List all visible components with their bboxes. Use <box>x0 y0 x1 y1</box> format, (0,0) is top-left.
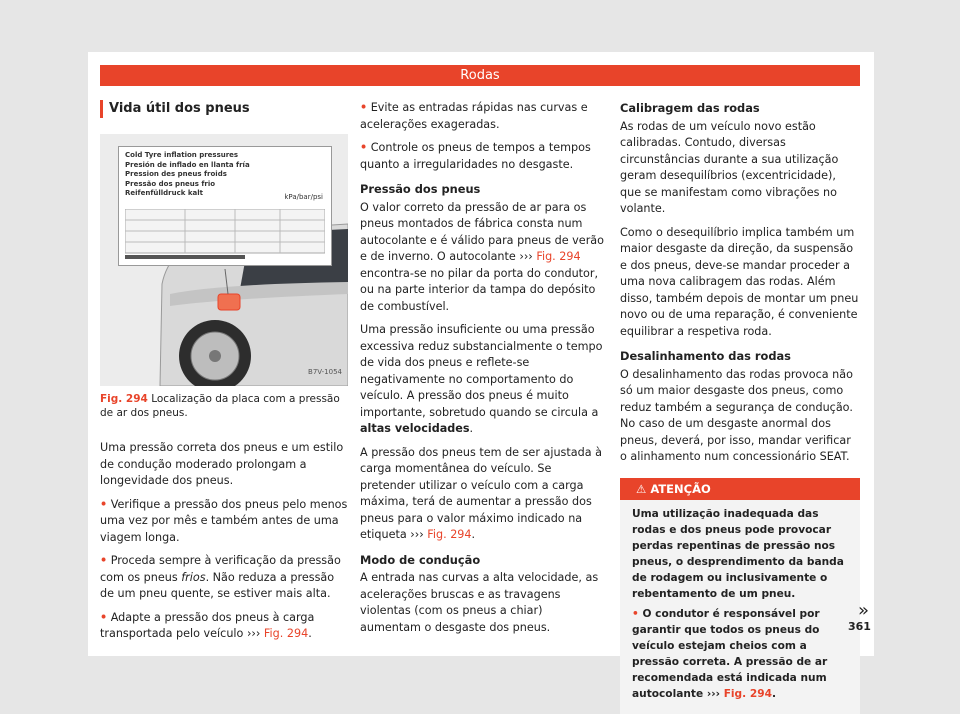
heading-tyre-pressure: Pressão dos pneus <box>360 182 481 196</box>
paragraph-text: Uma pressão insuficiente ou uma pressão excessiva reduz substancialmente o tempo de vida dos pneus e reflete-se negativamente no comportamento do veículo. A pressão dos pneus é muito importante, sobretudo quando se circula a <box>360 323 603 419</box>
paragraph <box>360 322 604 438</box>
heading-driving-mode: Modo de condução <box>360 552 481 567</box>
heading-wheel-balancing: Calibragem das rodas <box>620 101 760 115</box>
paragraph-text: O valor correto da pressão de ar para os pneus montados de fábrica consta num autocolante e é válido para pneus de verão e de inverno. O autocolante <box>360 200 604 263</box>
page-number: 361 <box>848 620 871 633</box>
bullet-item <box>360 100 604 133</box>
paragraph-text: encontra-se no pilar da porta do condutor, ou na parte interior da tampa do depósito de combustível. <box>360 266 599 313</box>
arrow-icon: ››› <box>519 250 533 263</box>
section-title: Vida útil dos pneus <box>100 100 348 118</box>
sticker-line: Pressão dos pneus frio <box>125 179 216 188</box>
bullet-item <box>100 553 348 603</box>
warning-box <box>620 478 860 714</box>
paragraph <box>360 445 604 544</box>
sticker-unit: kPa/bar/psi <box>284 193 323 201</box>
fig-294-link[interactable]: Fig. 294 <box>263 627 309 640</box>
paragraph: O desalinhamento das rodas provoca não só um maior desgaste dos pneus, como reduz também a segurança de condução. No caso de um desgaste anormal dos pneus, deverá, por isso, mandar verificar o alinhamento num concessionário SEAT. <box>620 367 853 463</box>
punctuation: . <box>469 422 474 435</box>
bullet-icon: • <box>360 141 368 154</box>
fig-294-link[interactable]: Fig. 294 <box>723 687 772 700</box>
bullet-text: Evite as entradas rápidas nas curvas e acelerações exageradas. <box>360 101 588 131</box>
caption-text: Localização da placa com a pressão de ar dos pneus. <box>100 393 340 419</box>
intro-paragraph: Uma pressão correta dos pneus e um estilo de condução moderado prolongam a longevidade dos pneus. <box>100 441 344 487</box>
paragraph: As rodas de um veículo novo estão calibradas. Contudo, diversas circunstâncias durante a sua utilização geram desequilíbrios (excentricidade), que se manifestam como vibrações no volante. <box>620 119 839 215</box>
bullet-item <box>100 610 348 643</box>
paragraph-text: A pressão dos pneus tem de ser ajustada à carga momentânea do veículo. Se pretender utilizar o veículo com a carga máxima, terá de aumentar a pressão dos pneus para o valor máximo indicado na etiqueta <box>360 445 602 541</box>
figure-label: Fig. 294 <box>100 393 148 405</box>
sticker-line: Pression des pneus froids <box>125 170 227 178</box>
punctuation: . <box>308 627 312 640</box>
emphasis: altas velocidades <box>360 422 470 435</box>
chapter-header: Rodas <box>100 65 860 86</box>
bullet-item <box>360 140 604 173</box>
bullet-text: . Não reduza a pressão de um pneu quente, se estiver mais alta. <box>100 570 335 600</box>
paragraph: Como o desequilíbrio implica também um maior desgaste da direção, da suspensão e dos pneus, deve-se mandar proceder a uma nova calibragem das rodas. Além disso, também depois de montar um pneu novo ou de uma reparação, é conveniente equilibrar a respetiva roda. <box>620 225 859 338</box>
fig-294-link[interactable]: Fig. 294 <box>427 528 472 541</box>
bullet-text: Controle os pneus de tempos a tempos quanto a irregularidades no desgaste. <box>360 141 591 171</box>
heading-wheel-alignment: Desalinhamento das rodas <box>620 349 791 363</box>
warning-bullet <box>632 606 848 702</box>
arrow-icon: ››› <box>706 687 720 700</box>
sticker-table <box>125 209 325 259</box>
paragraph: A entrada nas curvas a alta velocidade, as acelerações bruscas e as travagens violentas (com os pneus a chiar) aumentam o desgaste dos pneus. <box>360 571 599 634</box>
warning-bullet-text: O condutor é responsável por garantir que todos os pneus do veículo estejam cheios com a pressão correta. A pressão de ar recomendada está indicada num autocolante <box>632 607 828 700</box>
sticker-line: Cold Tyre inflation pressures <box>125 151 239 159</box>
warning-title: ATENÇÃO <box>650 481 711 496</box>
warning-header <box>620 478 860 500</box>
bullet-icon: • <box>100 497 108 511</box>
warning-paragraph: Uma utilização inadequada das rodas e dos pneus pode provocar perdas repentinas de pressão nos pneus, o desprendimento da banda de rodagem ou inclusivamente o rebentamento de um pneu. <box>632 507 844 600</box>
bullet-text: Adapte a pressão dos pneus à carga transportada pelo veículo <box>100 610 315 640</box>
warning-body <box>620 500 860 714</box>
sticker-line: Presión de inflado en llanta fría <box>125 160 250 169</box>
punctuation: . <box>771 687 776 700</box>
warning-triangle-icon: ⚠ <box>636 481 647 496</box>
column-2 <box>360 100 604 643</box>
bullet-text: Proceda sempre à verificação da pressão com os pneus <box>100 554 341 584</box>
figure-code: B7V-1054 <box>308 367 342 376</box>
sticker-line: Reifenfülldruck kalt <box>125 189 203 197</box>
arrow-icon: ››› <box>410 528 424 541</box>
emphasis: frios <box>181 570 206 584</box>
bullet-icon: • <box>100 554 108 567</box>
punctuation: . <box>471 528 476 541</box>
bullet-icon: • <box>632 607 639 620</box>
arrow-icon: ››› <box>246 627 261 640</box>
figure-294 <box>100 134 348 386</box>
tyre-pressure-sticker <box>118 146 332 266</box>
bullet-icon: • <box>100 610 108 624</box>
bullet-icon: • <box>360 101 368 114</box>
column-3 <box>620 100 860 714</box>
figure-caption <box>100 392 348 420</box>
continue-icon: » <box>858 600 870 621</box>
paragraph <box>360 200 604 316</box>
column-1 <box>100 100 348 650</box>
bullet-text: Verifique a pressão dos pneus pelo menos uma vez por mês e também antes de uma viagem longa. <box>100 497 348 544</box>
fig-294-link[interactable]: Fig. 294 <box>536 250 581 263</box>
bullet-item <box>100 497 348 547</box>
